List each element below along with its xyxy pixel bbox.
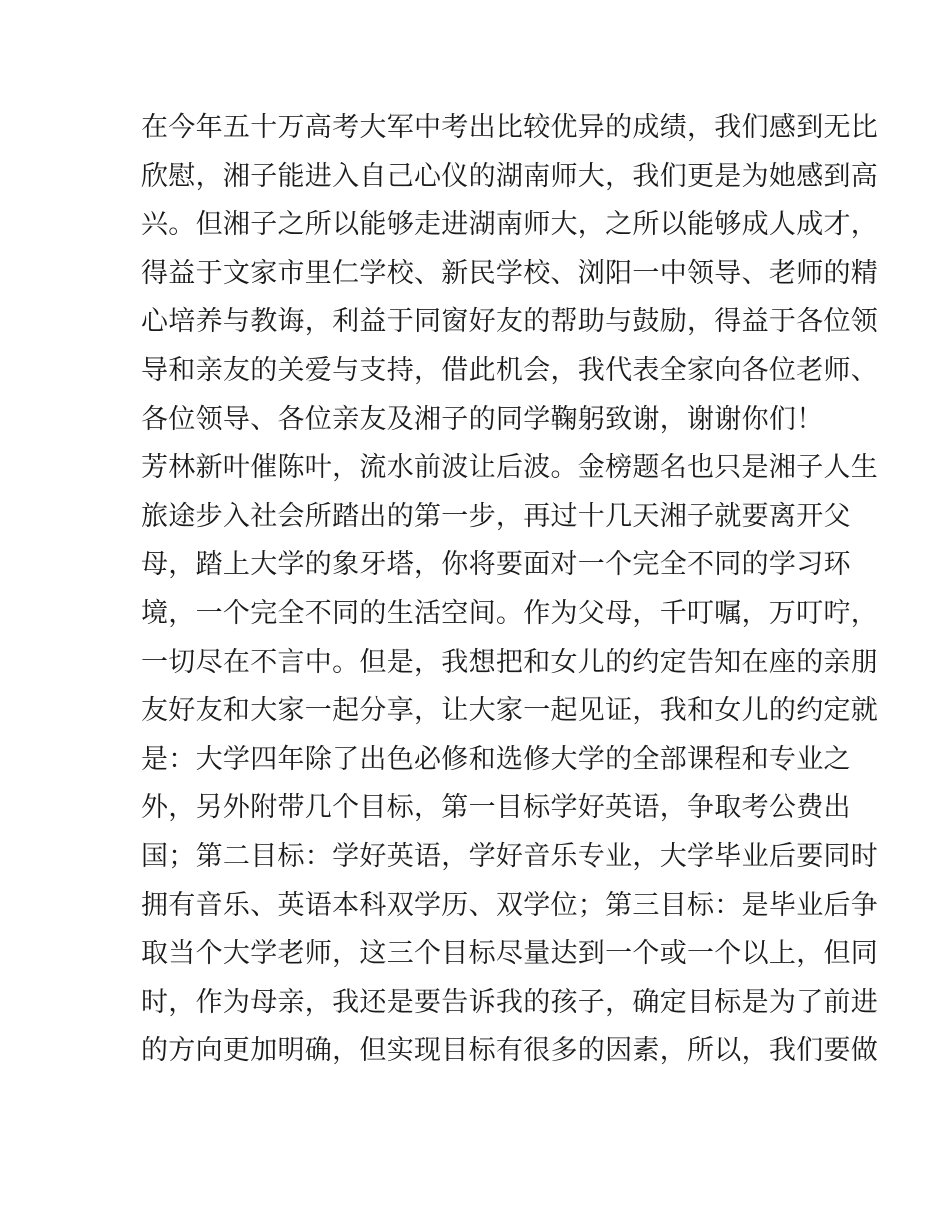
text-line: 时，作为母亲，我还是要告诉我的孩子，确定目标是为了前进	[141, 986, 879, 1018]
text-line: 旅途步入社会所踏出的第一步，再过十几天湘子就要离开父	[141, 500, 851, 532]
text-line: 导和亲友的关爱与支持，借此机会，我代表全家向各位老师、	[141, 354, 879, 386]
text-line: 一切尽在不言中。但是，我想把和女儿的约定告知在座的亲朋	[141, 646, 879, 678]
text-line: 得益于文家市里仁学校、新民学校、浏阳一中领导、老师的精	[141, 257, 879, 289]
body-text	[141, 104, 879, 1076]
text-line: 欣慰，湘子能进入自己心仪的湖南师大，我们更是为她感到高	[141, 160, 879, 192]
text-line: 国；第二目标：学好英语，学好音乐专业，大学毕业后要同时	[141, 840, 879, 872]
text-line: 拥有音乐、英语本科双学历、双学位；第三目标：是毕业后争	[141, 889, 879, 921]
text-line: 母，踏上大学的象牙塔，你将要面对一个完全不同的学习环	[141, 549, 851, 581]
text-line: 芳林新叶催陈叶，流水前波让后波。金榜题名也只是湘子人生	[141, 452, 879, 484]
text-line: 心培养与教诲，利益于同窗好友的帮助与鼓励，得益于各位领	[141, 306, 879, 338]
text-line: 境，一个完全不同的生活空间。作为父母，千叮嘱，万叮咛，	[141, 597, 879, 629]
text-line: 在今年五十万高考大军中考出比较优异的成绩，我们感到无比	[141, 112, 879, 143]
text-line: 是：大学四年除了出色必修和选修大学的全部课程和专业之	[141, 743, 851, 775]
text-line: 取当个大学老师，这三个目标尽量达到一个或一个以上，但同	[141, 938, 879, 970]
text-line: 外，另外附带几个目标，第一目标学好英语，争取考公费出	[141, 792, 851, 824]
text-line: 友好友和大家一起分享，让大家一起见证，我和女儿的约定就	[141, 695, 879, 727]
text-line: 的方向更加明确，但实现目标有很多的因素，所以，我们要做	[141, 1035, 879, 1067]
text-line: 各位领导、各位亲友及湘子的同学鞠躬致谢，谢谢你们！	[141, 403, 824, 435]
text-line: 兴。但湘子之所以能够走进湖南师大，之所以能够成人成才，	[141, 209, 879, 241]
